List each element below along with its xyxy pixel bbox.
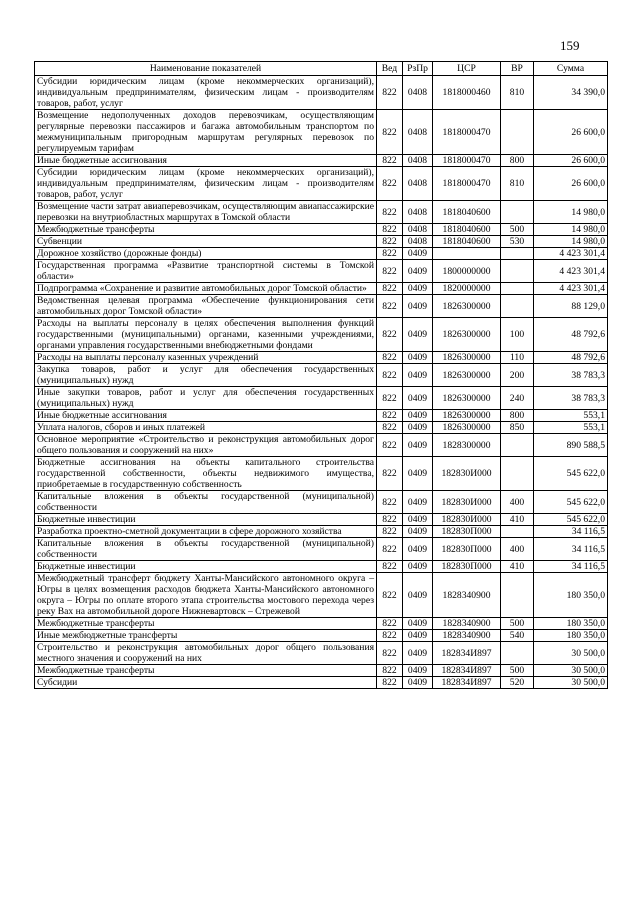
- row-rzpr: 0409: [403, 422, 433, 434]
- row-sum: 30 500,0: [534, 642, 608, 665]
- row-vr: 400: [501, 491, 534, 514]
- row-vr: [501, 295, 534, 318]
- table-row: [35, 665, 608, 677]
- table-row: [35, 364, 608, 387]
- row-vr: [501, 260, 534, 283]
- row-ved: 822: [377, 434, 403, 457]
- row-rzpr: 0409: [403, 352, 433, 364]
- row-rzpr: 0408: [403, 167, 433, 201]
- table-row: [35, 422, 608, 434]
- row-sum: 890 588,5: [534, 434, 608, 457]
- row-sum: 88 129,0: [534, 295, 608, 318]
- row-rzpr: 0409: [403, 526, 433, 538]
- table-row: [35, 491, 608, 514]
- header-name: Наименование показателей: [35, 62, 377, 76]
- row-name: Подпрограмма «Сохранение и развитие автомобильных дорог Томской области»: [35, 283, 377, 295]
- row-vr: 520: [501, 677, 534, 689]
- table-row: [35, 677, 608, 689]
- row-csr: 182834И897: [433, 665, 501, 677]
- row-sum: 545 622,0: [534, 514, 608, 526]
- row-ved: 822: [377, 201, 403, 224]
- row-sum: 180 350,0: [534, 618, 608, 630]
- table-row: [35, 573, 608, 618]
- row-rzpr: 0408: [403, 76, 433, 110]
- row-name: Иные бюджетные ассигнования: [35, 155, 377, 167]
- row-name: Бюджетные инвестиции: [35, 514, 377, 526]
- row-csr: 1826300000: [433, 352, 501, 364]
- table-row: [35, 318, 608, 352]
- row-sum: 48 792,6: [534, 318, 608, 352]
- row-ved: 822: [377, 630, 403, 642]
- row-sum: 180 350,0: [534, 630, 608, 642]
- row-csr: 1826300000: [433, 364, 501, 387]
- row-vr: [501, 642, 534, 665]
- row-sum: 180 350,0: [534, 573, 608, 618]
- row-ved: 822: [377, 457, 403, 491]
- row-csr: 1818000470: [433, 110, 501, 155]
- row-name: Расходы на выплаты персоналу в целях обеспечения выполнения функций государственными (муниципальными) органами, казенными учреждениями, органами управления государственными внебюджетными фондами: [35, 318, 377, 352]
- row-vr: [501, 457, 534, 491]
- row-sum: 30 500,0: [534, 665, 608, 677]
- row-vr: 410: [501, 514, 534, 526]
- row-name: Бюджетные ассигнования на объекты капитального строительства государственной собственности, объекты недвижимого имущества, приобретаемые в государственную собственность: [35, 457, 377, 491]
- row-rzpr: 0409: [403, 573, 433, 618]
- row-ved: 822: [377, 295, 403, 318]
- row-vr: 500: [501, 618, 534, 630]
- table-row: [35, 538, 608, 561]
- row-vr: [501, 526, 534, 538]
- row-sum: 4 423 301,4: [534, 283, 608, 295]
- table-row: [35, 283, 608, 295]
- row-sum: 34 116,5: [534, 526, 608, 538]
- row-csr: 1818000460: [433, 76, 501, 110]
- table-row: [35, 201, 608, 224]
- row-sum: 34 116,5: [534, 561, 608, 573]
- row-ved: 822: [377, 538, 403, 561]
- row-vr: 200: [501, 364, 534, 387]
- row-name: Возмещение части затрат авиаперевозчикам, осуществляющим авиапассажирские перевозки на внутриобластных маршрутах в Томской области: [35, 201, 377, 224]
- table-row: [35, 410, 608, 422]
- table-row: [35, 352, 608, 364]
- row-name: Дорожное хозяйство (дорожные фонды): [35, 248, 377, 260]
- row-name: Субсидии юридическим лицам (кроме некоммерческих организаций), индивидуальным предпринимателям, физическим лицам - производителям товаров, работ, услуг: [35, 167, 377, 201]
- row-name: Межбюджетные трансферты: [35, 618, 377, 630]
- row-vr: 100: [501, 318, 534, 352]
- row-csr: 182834И897: [433, 677, 501, 689]
- row-csr: 1818000470: [433, 167, 501, 201]
- table-row: [35, 618, 608, 630]
- row-name: Расходы на выплаты персоналу казенных учреждений: [35, 352, 377, 364]
- row-name: Ведомственная целевая программа «Обеспечение функционирования сети автомобильных дорог Томской области»: [35, 295, 377, 318]
- row-ved: 822: [377, 224, 403, 236]
- row-ved: 822: [377, 167, 403, 201]
- row-csr: 182834И897: [433, 642, 501, 665]
- row-ved: 822: [377, 665, 403, 677]
- row-sum: 26 600,0: [534, 167, 608, 201]
- row-rzpr: 0409: [403, 364, 433, 387]
- row-rzpr: 0409: [403, 387, 433, 410]
- row-name: Государственная программа «Развитие транспортной системы в Томской области»: [35, 260, 377, 283]
- row-rzpr: 0409: [403, 295, 433, 318]
- row-name: Основное мероприятие «Строительство и реконструкция автомобильных дорог общего пользования и сооружений на них»: [35, 434, 377, 457]
- header-ved: Вед: [377, 62, 403, 76]
- table-row: [35, 526, 608, 538]
- table-row: [35, 155, 608, 167]
- table-row: [35, 434, 608, 457]
- row-rzpr: 0409: [403, 283, 433, 295]
- row-vr: 850: [501, 422, 534, 434]
- row-csr: 1818040600: [433, 236, 501, 248]
- row-name: Межбюджетный трансферт бюджету Ханты-Мансийского автономного округа – Югры в целях возмещения расходов бюджета Ханты-Мансийского автономного округа – Югры по оплате второго этапа строительства мостового перехода через реку Вах на автомобильной дороге Нижневартовск – Стрежевой: [35, 573, 377, 618]
- row-vr: 810: [501, 76, 534, 110]
- row-name: Субсидии: [35, 677, 377, 689]
- row-csr: 1826300000: [433, 295, 501, 318]
- header-csr: ЦСР: [433, 62, 501, 76]
- row-csr: 182830П000: [433, 538, 501, 561]
- row-ved: 822: [377, 561, 403, 573]
- row-rzpr: 0409: [403, 248, 433, 260]
- row-rzpr: 0408: [403, 110, 433, 155]
- row-sum: 553,1: [534, 410, 608, 422]
- row-ved: 822: [377, 618, 403, 630]
- row-name: Субсидии юридическим лицам (кроме некоммерческих организаций), индивидуальным предпринимателям, физическим лицам - производителям товаров, работ, услуг: [35, 76, 377, 110]
- row-csr: 182830П000: [433, 561, 501, 573]
- row-ved: 822: [377, 387, 403, 410]
- row-rzpr: 0409: [403, 434, 433, 457]
- row-ved: 822: [377, 642, 403, 665]
- row-rzpr: 0409: [403, 318, 433, 352]
- row-rzpr: 0409: [403, 514, 433, 526]
- row-csr: 1826300000: [433, 318, 501, 352]
- row-vr: 500: [501, 665, 534, 677]
- row-name: Капитальные вложения в объекты государственной (муниципальной) собственности: [35, 538, 377, 561]
- row-ved: 822: [377, 410, 403, 422]
- row-rzpr: 0409: [403, 457, 433, 491]
- row-ved: 822: [377, 573, 403, 618]
- row-ved: 822: [377, 526, 403, 538]
- header-sum: Сумма: [534, 62, 608, 76]
- row-csr: 1828340900: [433, 618, 501, 630]
- row-vr: [501, 573, 534, 618]
- table-row: [35, 642, 608, 665]
- row-sum: 4 423 301,4: [534, 260, 608, 283]
- row-name: Межбюджетные трансферты: [35, 224, 377, 236]
- header-vr: ВР: [501, 62, 534, 76]
- row-csr: [433, 248, 501, 260]
- row-name: Капитальные вложения в объекты государственной (муниципальной) собственности: [35, 491, 377, 514]
- row-csr: 1826300000: [433, 422, 501, 434]
- row-ved: 822: [377, 76, 403, 110]
- row-csr: 182830И000: [433, 514, 501, 526]
- row-vr: 110: [501, 352, 534, 364]
- row-name: Бюджетные инвестиции: [35, 561, 377, 573]
- row-csr: 182830И000: [433, 491, 501, 514]
- row-csr: 1828340900: [433, 630, 501, 642]
- row-csr: 1818000470: [433, 155, 501, 167]
- row-vr: 410: [501, 561, 534, 573]
- table-row: [35, 514, 608, 526]
- row-ved: 822: [377, 677, 403, 689]
- row-rzpr: 0409: [403, 561, 433, 573]
- row-rzpr: 0408: [403, 155, 433, 167]
- row-sum: 545 622,0: [534, 457, 608, 491]
- row-sum: 38 783,3: [534, 387, 608, 410]
- table-row: [35, 295, 608, 318]
- row-vr: 810: [501, 167, 534, 201]
- row-sum: 30 500,0: [534, 677, 608, 689]
- table-row: [35, 248, 608, 260]
- row-vr: [501, 434, 534, 457]
- row-name: Строительство и реконструкция автомобильных дорог общего пользования местного значения и сооружений на них: [35, 642, 377, 665]
- table-row: [35, 457, 608, 491]
- row-rzpr: 0409: [403, 665, 433, 677]
- row-rzpr: 0409: [403, 618, 433, 630]
- row-name: Уплата налогов, сборов и иных платежей: [35, 422, 377, 434]
- row-csr: 182830И000: [433, 457, 501, 491]
- row-sum: 4 423 301,4: [534, 248, 608, 260]
- row-sum: 34 390,0: [534, 76, 608, 110]
- row-ved: 822: [377, 422, 403, 434]
- table-row: [35, 224, 608, 236]
- row-vr: 800: [501, 410, 534, 422]
- row-csr: 1828300000: [433, 434, 501, 457]
- row-ved: 822: [377, 260, 403, 283]
- row-name: Иные межбюджетные трансферты: [35, 630, 377, 642]
- row-ved: 822: [377, 364, 403, 387]
- table-header-row: [35, 62, 608, 76]
- budget-table: [34, 61, 608, 689]
- row-name: Межбюджетные трансферты: [35, 665, 377, 677]
- row-ved: 822: [377, 491, 403, 514]
- row-vr: 530: [501, 236, 534, 248]
- row-rzpr: 0409: [403, 538, 433, 561]
- row-ved: 822: [377, 155, 403, 167]
- row-rzpr: 0409: [403, 630, 433, 642]
- row-name: Возмещение недополученных доходов перевозчикам, осуществляющим регулярные перевозки пассажиров и багажа автомобильным транспортом по межмуниципальным пригородным маршрутам регулярных перевозок по регулируемым тарифам: [35, 110, 377, 155]
- row-sum: 14 980,0: [534, 224, 608, 236]
- row-sum: 14 980,0: [534, 201, 608, 224]
- row-ved: 822: [377, 514, 403, 526]
- row-sum: 48 792,6: [534, 352, 608, 364]
- row-rzpr: 0409: [403, 260, 433, 283]
- row-sum: 38 783,3: [534, 364, 608, 387]
- row-rzpr: 0409: [403, 410, 433, 422]
- row-rzpr: 0409: [403, 677, 433, 689]
- row-csr: 1826300000: [433, 387, 501, 410]
- row-vr: 500: [501, 224, 534, 236]
- row-rzpr: 0408: [403, 224, 433, 236]
- table-row: [35, 630, 608, 642]
- row-csr: 1820000000: [433, 283, 501, 295]
- row-name: Субвенции: [35, 236, 377, 248]
- table-row: [35, 110, 608, 155]
- row-vr: [501, 110, 534, 155]
- row-vr: 540: [501, 630, 534, 642]
- row-sum: 545 622,0: [534, 491, 608, 514]
- row-vr: 400: [501, 538, 534, 561]
- row-vr: 240: [501, 387, 534, 410]
- row-rzpr: 0409: [403, 642, 433, 665]
- row-csr: 1800000000: [433, 260, 501, 283]
- row-sum: 26 600,0: [534, 155, 608, 167]
- row-ved: 822: [377, 283, 403, 295]
- table-row: [35, 387, 608, 410]
- row-name: Закупка товаров, работ и услуг для обеспечения государственных (муниципальных) нужд: [35, 364, 377, 387]
- row-csr: 1828340900: [433, 573, 501, 618]
- row-vr: [501, 201, 534, 224]
- row-name: Разработка проектно-сметной документации в сфере дорожного хозяйства: [35, 526, 377, 538]
- row-name: Иные закупки товаров, работ и услуг для обеспечения государственных (муниципальных) нужд: [35, 387, 377, 410]
- table-row: [35, 167, 608, 201]
- table-row: [35, 76, 608, 110]
- page-number: 159: [560, 38, 580, 53]
- row-csr: 182830П000: [433, 526, 501, 538]
- row-csr: 1826300000: [433, 410, 501, 422]
- table-row: [35, 236, 608, 248]
- row-rzpr: 0408: [403, 201, 433, 224]
- table-row: [35, 561, 608, 573]
- row-ved: 822: [377, 110, 403, 155]
- row-vr: 800: [501, 155, 534, 167]
- row-vr: [501, 283, 534, 295]
- row-ved: 822: [377, 352, 403, 364]
- row-ved: 822: [377, 318, 403, 352]
- row-sum: 34 116,5: [534, 538, 608, 561]
- row-rzpr: 0409: [403, 491, 433, 514]
- row-sum: 14 980,0: [534, 236, 608, 248]
- row-sum: 26 600,0: [534, 110, 608, 155]
- row-sum: 553,1: [534, 422, 608, 434]
- row-csr: 1818040600: [433, 224, 501, 236]
- table-body: [35, 76, 608, 689]
- row-name: Иные бюджетные ассигнования: [35, 410, 377, 422]
- row-ved: 822: [377, 236, 403, 248]
- row-rzpr: 0408: [403, 236, 433, 248]
- table-row: [35, 260, 608, 283]
- header-rzpr: РзПр: [403, 62, 433, 76]
- row-ved: 822: [377, 248, 403, 260]
- row-csr: 1818040600: [433, 201, 501, 224]
- row-vr: [501, 248, 534, 260]
